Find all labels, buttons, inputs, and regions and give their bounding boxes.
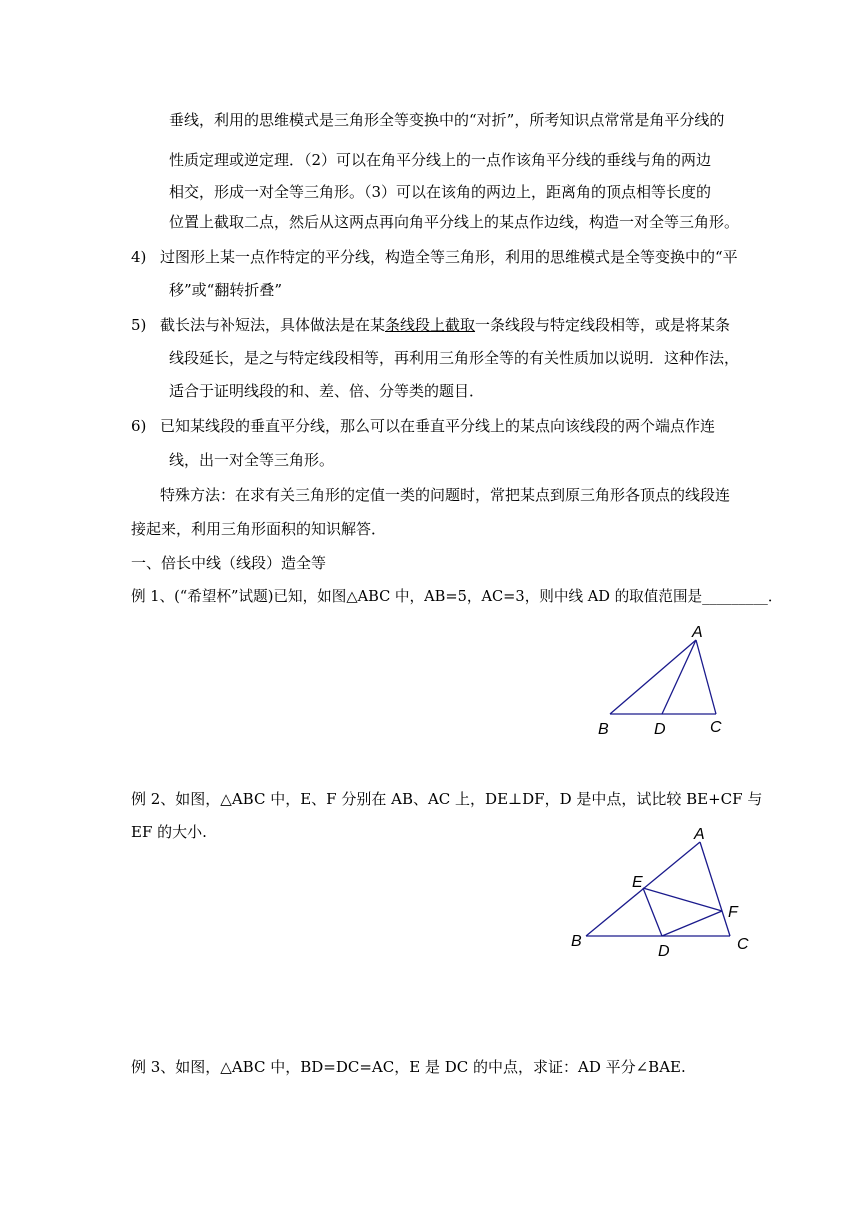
item6-number: 6): [131, 417, 147, 435]
item4-line2: 移”或“翻转折叠”: [169, 281, 283, 299]
special-method-line2: 接起来，利用三角形面积的知识解答．: [131, 520, 387, 538]
fig2-side-ac: [700, 842, 730, 936]
item6-line2: 线，出一对全等三角形。: [169, 451, 335, 469]
item5-line1-a: 截长法与补短法，具体做法是在某: [160, 316, 386, 334]
fig1-label-c: C: [710, 719, 722, 736]
fig1-label-a: A: [692, 624, 703, 641]
example2-line1: 例 2、如图，△ABC 中，E、F 分别在 AB、AC 上，DE⊥DF，D 是中点，试比较 BE+CF 与: [131, 790, 763, 808]
fig1-label-b: B: [598, 721, 609, 738]
figure1-triangle: [590, 620, 730, 740]
fig2-segment-ef: [643, 888, 722, 911]
item5-line2: 线段延长，是之与特定线段相等，再利用三角形全等的有关性质加以说明．这种作法，: [169, 349, 740, 367]
fig2-label-d: D: [658, 943, 670, 960]
fig2-label-b: B: [571, 933, 582, 950]
section-heading: 一、倍长中线（线段）造全等: [131, 554, 327, 572]
item5-line1-underlined: 条线段上截取: [385, 316, 476, 334]
fig1-side-ac: [696, 640, 716, 714]
fig1-median-ad: [662, 640, 696, 714]
item5-line1: [160, 315, 730, 335]
example3-text: 例 3、如图，△ABC 中，BD=DC=AC，E 是 DC 的中点，求证：AD 平分∠BAE.: [131, 1058, 686, 1076]
figure2-triangle: [566, 822, 756, 962]
para1-line2: 性质定理或逆定理．（2）可以在角平分线上的一点作该角平分线的垂线与角的两边: [169, 151, 712, 169]
special-method-line1: 特殊方法：在求有关三角形的定值一类的问题时，常把某点到原三角形各顶点的线段连: [160, 486, 731, 504]
example2-line2: EF 的大小.: [131, 823, 207, 841]
fig2-label-f: F: [728, 904, 738, 921]
item6-line1: 已知某线段的垂直平分线，那么可以在垂直平分线上的某点向该线段的两个端点作连: [160, 417, 716, 435]
item5-number: 5): [131, 316, 147, 334]
para1-line4: 位置上截取二点，然后从这两点再向角平分线上的某点作边线，构造一对全等三角形。: [169, 213, 740, 231]
fig1-label-d: D: [654, 721, 666, 738]
fig2-segment-df: [662, 911, 722, 936]
fig2-label-a: A: [694, 826, 705, 843]
item5-line3: 适合于证明线段的和、差、倍、分等类的题目．: [169, 382, 485, 400]
item4-number: 4): [131, 248, 147, 266]
fig1-side-ab: [610, 640, 696, 714]
fig2-label-c: C: [737, 936, 749, 953]
fig2-label-e: E: [632, 874, 643, 891]
example1-text: 例 1、(“希望杯”试题)已知，如图△ABC 中，AB=5，AC=3，则中线 AD 的取值范围是_________．: [131, 588, 783, 605]
fig2-segment-de: [643, 888, 662, 936]
para1-line3: 相交，形成一对全等三角形。（3）可以在该角的两边上，距离角的顶点相等长度的: [169, 183, 712, 201]
para1-line1: 垂线，利用的思维模式是三角形全等变换中的“对折”，所考知识点常常是角平分线的: [169, 111, 725, 129]
item4-line1: 过图形上某一点作特定的平分线，构造全等三角形，利用的思维模式是全等变换中的“平: [160, 248, 738, 266]
item5-line1-b: 一条线段与特定线段相等，或是将某条: [475, 316, 731, 334]
